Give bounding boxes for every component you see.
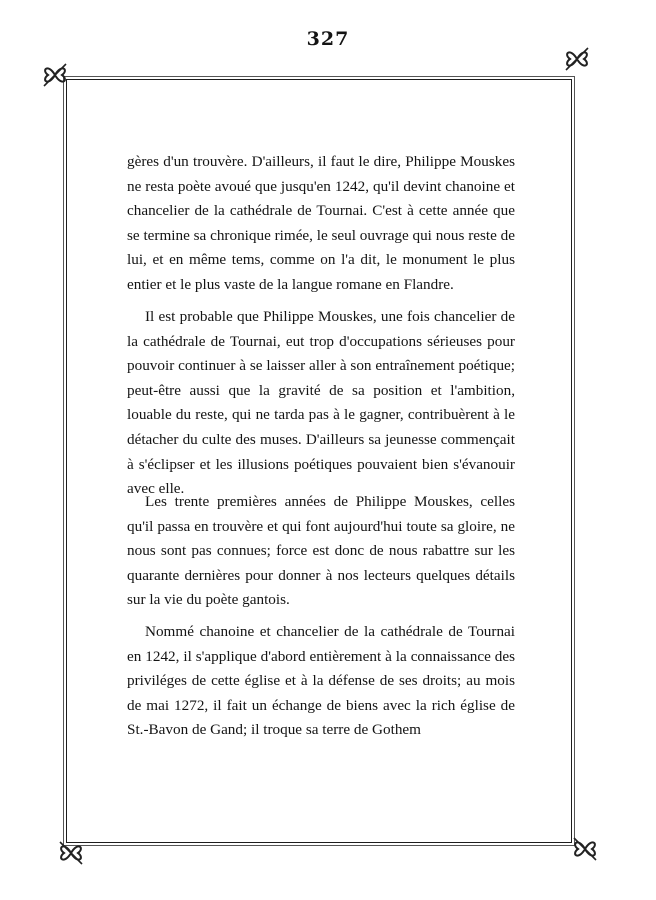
paragraph-1 [127, 150, 515, 298]
paragraph-text: Nommé chanoine et chancelier de la cathédrale de Tournai en 1242, il s'applique d'abord entièrement à la connaissance des priviléges de cette église et à la défense de ses droits; au mois de mai 1272, il fait un échange de biens avec la rich église de St.-Bavon de Gand; il troque sa terre de Gothem [127, 623, 515, 739]
bottom-left-fleuron-icon [56, 838, 86, 868]
paragraph-text: gères d'un trouvère. D'ailleurs, il faut le dire, Philippe Mouskes ne resta poète avoué que jusqu'en 1242, qu'il devint chanoine et chancelier de la cathédrale de Tournai. C'est à cette année que se termine sa chronique rimée, le seul ouvrage qui nous reste de lui, et en même tems, comme on l'a dit, le monument le plus entier et le plus vaste de la langue romane en Flandre. [127, 153, 515, 293]
page-number: 327 [306, 28, 350, 50]
top-right-fleuron-icon [562, 44, 592, 74]
paragraph-2 [127, 305, 515, 502]
paragraph-3 [127, 490, 515, 613]
paragraph-text: Les trente premières années de Philippe Mouskes, celles qu'il passa en trouvère et qui font aujourd'hui toute sa gloire, ne nous sont pas connues; force est donc de nous rabattre sur les quarante dernières pour donner à nos lecteurs quelques détails sur la vie du poète gantois. [127, 493, 515, 609]
bottom-right-fleuron-icon [570, 834, 600, 864]
paragraph-4 [127, 620, 515, 743]
paragraph-text: Il est probable que Philippe Mouskes, une fois chancelier de la cathédrale de Tournai, eut trop d'occupations sérieuses pour pouvoir continuer à se laisser aller à son entraînement poétique; peut-être aussi que la gravité de sa position et l'ambition, louable du reste, qui ne tarda pas à le gagner, contribuèrent à le détacher du culte des muses. D'ailleurs sa jeunesse commençait à s'éclipser et les illusions poétiques pouvaient bien s'évanouir avec elle. [127, 308, 515, 498]
top-left-fleuron-icon [40, 60, 70, 90]
